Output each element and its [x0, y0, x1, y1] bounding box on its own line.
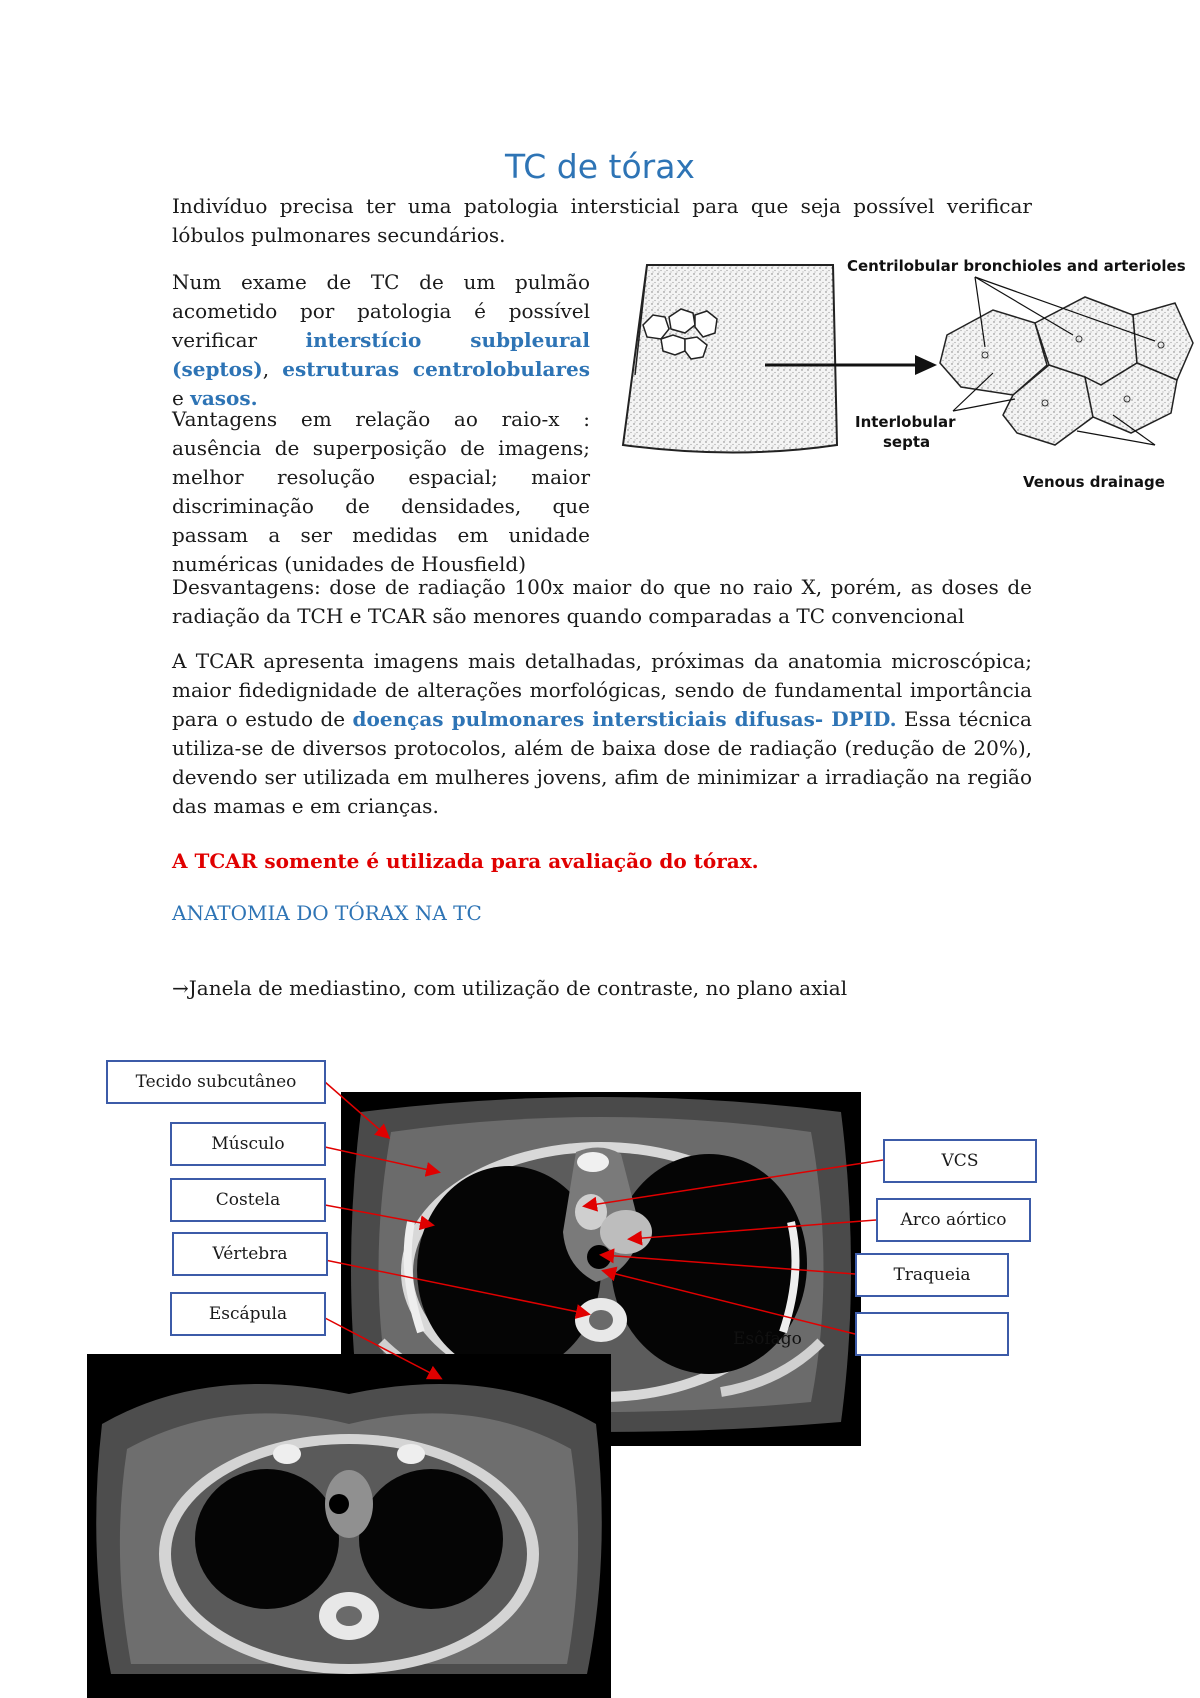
arrow-bullet-text: Janela de mediastino, com utilização de contraste, no plano axial: [188, 976, 848, 1000]
paragraph-exam-and: e: [172, 386, 191, 410]
section-heading: ANATOMIA DO TÓRAX NA TC: [172, 901, 482, 925]
esophagus-label: Esôfago: [733, 1329, 802, 1349]
label-venous: Venous drainage: [1023, 473, 1165, 491]
highlight-dpid: doenças pulmonares intersticiais difusas- DPID.: [352, 707, 897, 731]
label-scapula: Escápula: [170, 1292, 326, 1336]
page-title: TC de tórax: [505, 147, 695, 186]
label-interlobular: Interlobular: [855, 413, 956, 431]
label-esophagus-box: [855, 1312, 1009, 1356]
label-septa: septa: [883, 433, 931, 451]
label-svc: VCS: [883, 1139, 1037, 1183]
highlight-vessels: vasos.: [190, 386, 258, 410]
label-aortic-arch: Arco aórtico: [876, 1198, 1031, 1242]
label-centrilobular: Centrilobular bronchioles and arterioles: [847, 257, 1186, 275]
label-muscle: Músculo: [170, 1122, 326, 1166]
right-arrow-icon: →: [172, 976, 189, 1000]
paragraph-tcar-text: A TCAR apresenta imagens mais detalhadas, próximas da anatomia microscópica; maior fidedignidade de alterações morfológicas, sendo de fundamental importância para o estudo de: [172, 649, 1032, 731]
label-vertebra: Vértebra: [172, 1232, 328, 1276]
label-subcutaneous: Tecido subcutâneo: [106, 1060, 326, 1104]
paragraph-intro: Indivíduo precisa ter uma patologia intersticial para que seja possível verificar lóbulos pulmonares secundários.: [172, 194, 1032, 247]
highlight-centrilobular: estruturas centrolobulares: [282, 357, 590, 381]
highlight-interstitium: interstício subpleural (septos): [172, 328, 590, 381]
label-trachea: Traqueia: [855, 1253, 1009, 1297]
paragraph-exam-text: Num exame de TC de um pulmão acometido por patologia é possível verificar: [172, 270, 590, 352]
paragraph-advantages: Vantagens em relação ao raio-x : ausência de superposição de imagens; melhor resolução espacial; maior discriminação de densidades, que passam a ser medidas em unidade numéricas (unidades de Housfield): [172, 407, 590, 576]
paragraph-disadvantages: Desvantagens: dose de radiação 100x maior do que no raio X, porém, as doses de radiação da TCH e TCAR são menores quando comparadas a TC convencional: [172, 575, 1032, 628]
label-rib: Costela: [170, 1178, 326, 1222]
paragraph-exam-sep: ,: [262, 357, 283, 381]
paragraph-tcar-rest: Essa técnica utiliza-se de diversos protocolos, além de baixa dose de radiação (redução de 20%), devendo ser utilizada em mulheres jovens, afim de minimizar a irradiação na região das mamas e em crianças.: [172, 707, 1032, 818]
warning-text: A TCAR somente é utilizada para avaliação do tórax.: [172, 849, 759, 873]
